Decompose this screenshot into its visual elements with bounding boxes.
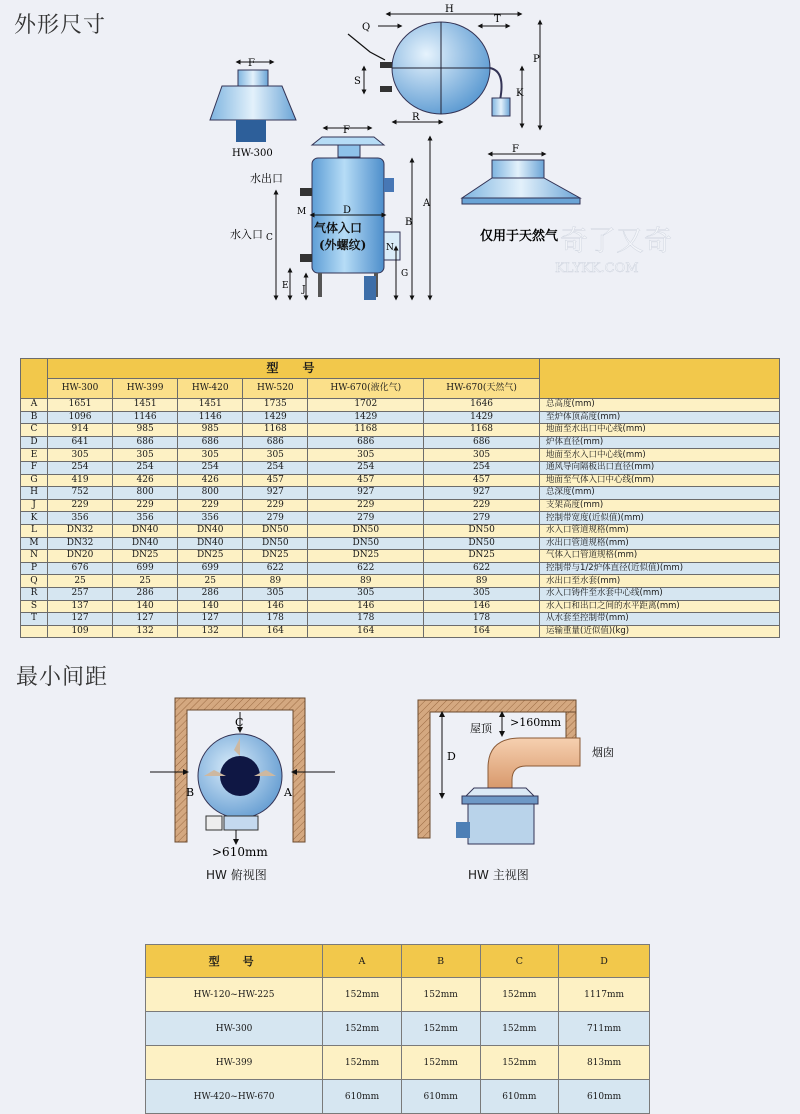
dim-label-f3: F xyxy=(512,144,519,155)
spec-cell: 1146 xyxy=(113,411,178,424)
spec-cell: 1429 xyxy=(243,411,308,424)
spec-row xyxy=(21,613,780,626)
spec-cell: DN40 xyxy=(113,524,178,537)
spec-cell: 457 xyxy=(424,474,540,487)
spec-cell: 127 xyxy=(113,613,178,626)
spec-row-description: 水入口和出口之间的水平距离(mm) xyxy=(540,600,780,613)
spec-row xyxy=(21,487,780,500)
spec-row-label: N xyxy=(21,550,48,563)
spec-cell: 286 xyxy=(178,587,243,600)
spec-row-description: 控制带与1/2炉体直径(近似值)(mm) xyxy=(540,562,780,575)
spec-cell: 25 xyxy=(178,575,243,588)
spec-cell: 279 xyxy=(243,512,308,525)
dim-label-p: P xyxy=(533,54,540,65)
clearance-cell: 152mm xyxy=(480,1012,559,1046)
spec-row xyxy=(21,625,780,638)
spec-row xyxy=(21,499,780,512)
spec-desc-corner xyxy=(540,359,780,399)
spec-cell: 164 xyxy=(424,625,540,638)
spec-cell: 178 xyxy=(243,613,308,626)
dim-label-f2: F xyxy=(343,125,350,136)
spec-cell: 457 xyxy=(308,474,424,487)
spec-cell: 426 xyxy=(113,474,178,487)
spec-cell: 622 xyxy=(243,562,308,575)
spec-row-label: C xyxy=(21,424,48,437)
clearance-label-b: B xyxy=(186,786,195,799)
spec-cell: 257 xyxy=(48,587,113,600)
spec-cell: 1429 xyxy=(424,411,540,424)
tank-top-drawing xyxy=(348,4,540,128)
spec-cell: 305 xyxy=(178,449,243,462)
spec-row xyxy=(21,524,780,537)
clearance-min-610: >610mm xyxy=(212,845,268,859)
spec-row-description: 地面至水入口中心线(mm) xyxy=(540,449,780,462)
spec-cell: 25 xyxy=(48,575,113,588)
spec-cell: DN20 xyxy=(48,550,113,563)
spec-model-header: HW-520 xyxy=(243,379,308,399)
dim-label-t: T xyxy=(494,14,501,25)
spec-cell: 254 xyxy=(113,461,178,474)
spec-cell: DN50 xyxy=(308,524,424,537)
spec-row-description: 通风导向隔板出口直径(mm) xyxy=(540,461,780,474)
dim-label-f: F xyxy=(248,58,255,69)
spec-model-header: HW-420 xyxy=(178,379,243,399)
spec-row-label xyxy=(21,625,48,638)
spec-cell: 927 xyxy=(308,487,424,500)
spec-cell: 699 xyxy=(178,562,243,575)
spec-cell: 146 xyxy=(424,600,540,613)
spec-cell: 1168 xyxy=(424,424,540,437)
chimney-label: 烟囱 xyxy=(592,746,614,759)
spec-row-description: 水出口至水套(mm) xyxy=(540,575,780,588)
spec-cell: DN25 xyxy=(308,550,424,563)
spec-cell: 229 xyxy=(424,499,540,512)
watermark-text: 奇了又奇 xyxy=(560,224,673,257)
top-view-drawing xyxy=(150,698,335,859)
dim-label-h: H xyxy=(445,4,454,15)
spec-row xyxy=(21,399,780,412)
clearance-min-160: >160mm xyxy=(510,716,562,729)
spec-row-description: 气体入口管道规格(mm) xyxy=(540,550,780,563)
spec-cell: 686 xyxy=(243,436,308,449)
water-inlet-label: 水入口 xyxy=(230,228,263,241)
spec-cell: DN50 xyxy=(424,524,540,537)
clearance-cell: 711mm xyxy=(559,1012,650,1046)
clearance-label-c: C xyxy=(235,716,244,729)
dim-label-d: D xyxy=(343,205,352,216)
hw300-hood-drawing xyxy=(210,58,296,159)
dim-label-r: R xyxy=(412,112,420,123)
dim-label-b: B xyxy=(405,217,413,228)
spec-row xyxy=(21,449,780,462)
spec-cell: 127 xyxy=(48,613,113,626)
clearance-cell: 152mm xyxy=(401,978,480,1012)
spec-cell: DN50 xyxy=(243,524,308,537)
spec-row xyxy=(21,537,780,550)
spec-row xyxy=(21,424,780,437)
dim-label-n: N xyxy=(386,243,394,253)
clearance-cell: HW-300 xyxy=(146,1012,323,1046)
clearance-cell: 152mm xyxy=(323,1046,402,1080)
spec-cell: 752 xyxy=(48,487,113,500)
clearance-cell: HW-420~HW-670 xyxy=(146,1080,323,1114)
spec-cell: 1429 xyxy=(308,411,424,424)
spec-model-header: HW-399 xyxy=(113,379,178,399)
spec-row-description: 总深度(mm) xyxy=(540,487,780,500)
clearance-cell: 610mm xyxy=(401,1080,480,1114)
spec-cell: 686 xyxy=(113,436,178,449)
water-outlet-label: 水出口 xyxy=(250,172,283,185)
spec-cell: 305 xyxy=(308,449,424,462)
dim-label-g: G xyxy=(401,269,409,279)
spec-row-description: 地面至水出口中心线(mm) xyxy=(540,424,780,437)
clearance-label-a: A xyxy=(284,786,292,799)
spec-cell: 279 xyxy=(308,512,424,525)
spec-row-label: H xyxy=(21,487,48,500)
spec-row xyxy=(21,575,780,588)
spec-cell: 164 xyxy=(308,625,424,638)
clearance-row xyxy=(146,1012,650,1046)
spec-cell: 676 xyxy=(48,562,113,575)
spec-cell: DN32 xyxy=(48,537,113,550)
spec-row-label: J xyxy=(21,499,48,512)
spec-row xyxy=(21,587,780,600)
spec-row xyxy=(21,461,780,474)
spec-cell: DN40 xyxy=(178,524,243,537)
spec-row-label: D xyxy=(21,436,48,449)
spec-row-description: 地面至气体入口中心线(mm) xyxy=(540,474,780,487)
clearance-table xyxy=(145,944,650,1114)
dim-label-s: S xyxy=(354,76,361,87)
clearance-cell: 152mm xyxy=(323,978,402,1012)
spec-cell: 89 xyxy=(243,575,308,588)
gas-inlet-label: 气体入口 xyxy=(314,221,363,235)
spec-row xyxy=(21,436,780,449)
dim-label-e: E xyxy=(282,281,289,291)
spec-row xyxy=(21,562,780,575)
front-view-drawing xyxy=(418,700,614,844)
spec-cell: 1451 xyxy=(113,399,178,412)
spec-cell: 927 xyxy=(243,487,308,500)
spec-row-description: 从水套至控制带(mm) xyxy=(540,613,780,626)
clearance-cell: 152mm xyxy=(401,1046,480,1080)
spec-cell: 146 xyxy=(308,600,424,613)
spec-row-description: 运输重量(近似值)(kg) xyxy=(540,625,780,638)
roof-label: 屋顶 xyxy=(470,722,492,735)
section-title-dimensions: 外形尺寸 xyxy=(14,13,107,38)
front-view-caption: HW 主视图 xyxy=(468,868,529,882)
spec-row-label: Q xyxy=(21,575,48,588)
spec-cell: 305 xyxy=(48,449,113,462)
spec-cell: 109 xyxy=(48,625,113,638)
spec-cell: 686 xyxy=(424,436,540,449)
spec-row-description: 控制带宽度(近似值)(mm) xyxy=(540,512,780,525)
clearance-cell: 610mm xyxy=(559,1080,650,1114)
spec-cell: 800 xyxy=(178,487,243,500)
watermark xyxy=(555,224,672,276)
dim-label-j: J xyxy=(302,285,306,295)
spec-cell: 699 xyxy=(113,562,178,575)
spec-corner xyxy=(21,359,48,399)
spec-cell: 178 xyxy=(308,613,424,626)
clearance-cell: 152mm xyxy=(323,1012,402,1046)
spec-cell: 641 xyxy=(48,436,113,449)
clearance-header: C xyxy=(480,945,559,978)
dim-label-m: M xyxy=(297,207,307,217)
spec-cell: 286 xyxy=(113,587,178,600)
clearance-cell: HW-120~HW-225 xyxy=(146,978,323,1012)
spec-row xyxy=(21,474,780,487)
spec-cell: 426 xyxy=(178,474,243,487)
spec-row xyxy=(21,512,780,525)
spec-cell: 1168 xyxy=(243,424,308,437)
spec-cell: 1168 xyxy=(308,424,424,437)
spec-cell: 985 xyxy=(113,424,178,437)
clearance-cell: 813mm xyxy=(559,1046,650,1080)
spec-cell: 457 xyxy=(243,474,308,487)
spec-cell: 229 xyxy=(178,499,243,512)
spec-cell: 419 xyxy=(48,474,113,487)
clearance-cell: 1117mm xyxy=(559,978,650,1012)
spec-cell: 305 xyxy=(424,449,540,462)
spec-cell: 1702 xyxy=(308,399,424,412)
spec-cell: 132 xyxy=(113,625,178,638)
spec-cell: DN32 xyxy=(48,524,113,537)
spec-cell: 305 xyxy=(243,587,308,600)
spec-cell: 985 xyxy=(178,424,243,437)
spec-cell: DN25 xyxy=(243,550,308,563)
spec-cell: 800 xyxy=(113,487,178,500)
spec-cell: DN40 xyxy=(178,537,243,550)
spec-row xyxy=(21,600,780,613)
spec-cell: 89 xyxy=(308,575,424,588)
dim-label-c: C xyxy=(266,233,273,243)
spec-cell: DN25 xyxy=(113,550,178,563)
spec-row-label: M xyxy=(21,537,48,550)
spec-row-label: F xyxy=(21,461,48,474)
spec-cell: 140 xyxy=(178,600,243,613)
spec-cell: 229 xyxy=(243,499,308,512)
spec-cell: 1451 xyxy=(178,399,243,412)
section-title-clearance: 最小间距 xyxy=(16,665,109,690)
spec-cell: 305 xyxy=(308,587,424,600)
dim-label-a: A xyxy=(423,198,431,209)
spec-cell: 356 xyxy=(178,512,243,525)
spec-cell: DN25 xyxy=(424,550,540,563)
spec-cell: 1096 xyxy=(48,411,113,424)
gas-inlet-thread-label: (外螺纹) xyxy=(319,238,367,252)
spec-row-description: 水入口铸件至水套中心线(mm) xyxy=(540,587,780,600)
clearance-cell: 152mm xyxy=(480,1046,559,1080)
spec-row-label: T xyxy=(21,613,48,626)
clearance-header: B xyxy=(401,945,480,978)
spec-cell: 254 xyxy=(178,461,243,474)
spec-row-description: 支架高度(mm) xyxy=(540,499,780,512)
spec-cell: DN40 xyxy=(113,537,178,550)
spec-cell: 622 xyxy=(308,562,424,575)
spec-cell: 254 xyxy=(424,461,540,474)
spec-cell: 178 xyxy=(424,613,540,626)
spec-row-description: 至炉体顶高度(mm) xyxy=(540,411,780,424)
spec-row-label: P xyxy=(21,562,48,575)
spec-cell: 89 xyxy=(424,575,540,588)
spec-row-label: L xyxy=(21,524,48,537)
spec-cell: 1651 xyxy=(48,399,113,412)
spec-row-label: B xyxy=(21,411,48,424)
spec-cell: 229 xyxy=(308,499,424,512)
spec-cell: 279 xyxy=(424,512,540,525)
spec-cell: 686 xyxy=(308,436,424,449)
spec-cell: 229 xyxy=(48,499,113,512)
spec-model-header: HW-670(天然气) xyxy=(424,379,540,399)
spec-cell: 127 xyxy=(178,613,243,626)
spec-row-label: A xyxy=(21,399,48,412)
spec-cell: 927 xyxy=(424,487,540,500)
natural-gas-only-label: 仅用于天然气 xyxy=(480,229,559,244)
spec-model-header: HW-670(液化气) xyxy=(308,379,424,399)
spec-header-title: 型 号 xyxy=(48,359,540,379)
spec-row-label: K xyxy=(21,512,48,525)
clearance-cell: 152mm xyxy=(401,1012,480,1046)
spec-cell: 146 xyxy=(243,600,308,613)
spec-row-label: R xyxy=(21,587,48,600)
clearance-row xyxy=(146,1046,650,1080)
dim-label-k: K xyxy=(516,88,524,99)
watermark-url: KLYKK.COM xyxy=(555,261,639,276)
spec-cell: 305 xyxy=(113,449,178,462)
spec-cell: 137 xyxy=(48,600,113,613)
spec-cell: DN50 xyxy=(308,537,424,550)
clearance-header: D xyxy=(559,945,650,978)
clearance-row xyxy=(146,978,650,1012)
spec-cell: 164 xyxy=(243,625,308,638)
dim-label-q: Q xyxy=(362,22,371,33)
spec-row-description: 总高度(mm) xyxy=(540,399,780,412)
spec-row-label: S xyxy=(21,600,48,613)
spec-cell: 1735 xyxy=(243,399,308,412)
clearance-cell: 610mm xyxy=(480,1080,559,1114)
spec-cell: 132 xyxy=(178,625,243,638)
spec-cell: 25 xyxy=(113,575,178,588)
clearance-label-d: D xyxy=(447,750,456,763)
spec-row-label: G xyxy=(21,474,48,487)
spec-cell: 254 xyxy=(243,461,308,474)
spec-cell: 140 xyxy=(113,600,178,613)
hw300-label: HW-300 xyxy=(232,148,273,159)
spec-row-description: 水入口管道规格(mm) xyxy=(540,524,780,537)
top-view-caption: HW 俯视图 xyxy=(206,868,267,882)
clearance-cell: 152mm xyxy=(480,978,559,1012)
dimension-drawing xyxy=(0,0,800,350)
spec-row-label: E xyxy=(21,449,48,462)
clearance-header: A xyxy=(323,945,402,978)
spec-row xyxy=(21,411,780,424)
spec-cell: 254 xyxy=(48,461,113,474)
spec-cell: 1146 xyxy=(178,411,243,424)
spec-row-description: 炉体直径(mm) xyxy=(540,436,780,449)
spec-cell: 305 xyxy=(243,449,308,462)
spec-cell: DN25 xyxy=(178,550,243,563)
spec-model-header: HW-300 xyxy=(48,379,113,399)
spec-cell: 686 xyxy=(178,436,243,449)
spec-table xyxy=(20,358,780,638)
spec-row xyxy=(21,550,780,563)
spec-cell: 1646 xyxy=(424,399,540,412)
spec-cell: 229 xyxy=(113,499,178,512)
spec-cell: 254 xyxy=(308,461,424,474)
spec-row-description: 水出口管道规格(mm) xyxy=(540,537,780,550)
clearance-header: 型 号 xyxy=(146,945,323,978)
spec-cell: DN50 xyxy=(424,537,540,550)
spec-cell: 622 xyxy=(424,562,540,575)
clearance-cell: HW-399 xyxy=(146,1046,323,1080)
spec-cell: 356 xyxy=(48,512,113,525)
clearance-cell: 610mm xyxy=(323,1080,402,1114)
clearance-drawing xyxy=(0,680,800,960)
spec-cell: 914 xyxy=(48,424,113,437)
spec-cell: 305 xyxy=(424,587,540,600)
spec-cell: 356 xyxy=(113,512,178,525)
spec-cell: DN50 xyxy=(243,537,308,550)
